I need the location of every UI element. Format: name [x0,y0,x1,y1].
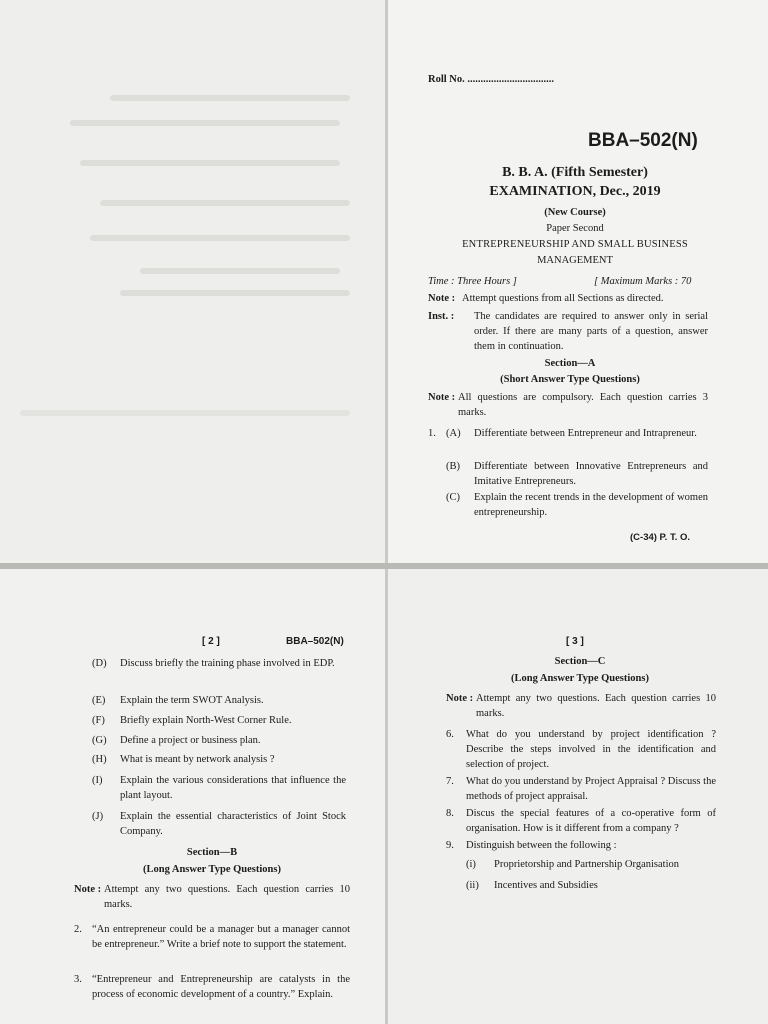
question-8 [446,806,716,836]
question-1h [92,752,346,768]
question-number: 8. [446,808,454,819]
question-1j [92,809,346,839]
question-7 [446,774,716,804]
item-label: (E) [92,695,106,706]
running-code: BBA–502(N) [286,636,344,647]
course-title: B. B. A. (Fifth Semester) [502,165,648,180]
section-a-note-label: Note : [428,392,456,403]
bleed-through-line [100,200,350,206]
question-text: What do you understand by Project Appraisal ? Discuss the methods of project appraisal. [466,776,716,802]
item-text: Incentives and Subsidies [494,880,598,891]
inst-label: Inst. : [428,311,455,322]
question-number-1: 1. [428,428,436,439]
item-text: Explain the term SWOT Analysis. [120,695,264,706]
paper-code: BBA–502(N) [588,130,698,151]
section-c-note-label: Note : [446,693,474,704]
question-9-ii [466,878,716,894]
note-label: Note : [428,293,456,304]
maximum-marks: [ Maximum Marks : 70 [594,276,692,287]
section-c-note-text: Attempt any two questions. Each question carries 10 marks. [476,693,716,719]
item-text: What is meant by network analysis ? [120,754,275,765]
question-3 [74,972,350,1018]
section-a-heading: Section—A [544,358,596,369]
question-1i [92,773,346,803]
question-number: 2. [74,924,82,935]
bleed-through-line [120,290,350,296]
question-1g [92,733,346,749]
item-label: (ii) [466,880,479,891]
bleed-through-line [140,268,340,274]
question-1a [446,426,708,456]
bleed-through-line [70,120,340,126]
section-b-heading: Section—B [186,847,238,858]
general-note [428,291,708,307]
bleed-through-line [90,235,350,241]
item-label: (I) [92,775,103,786]
section-c-note [446,691,716,721]
question-number: 9. [446,840,454,851]
item-text: Define a project or business plan. [120,735,261,746]
question-1c [446,490,708,520]
section-b-type: (Long Answer Type Questions) [143,864,281,875]
question-1f [92,713,346,729]
section-c-heading: Section—C [554,656,606,667]
question-text: Discus the special features of a co-operative form of organisation. How is it different from a company ? [466,808,716,834]
question-text: Distinguish between the following : [466,840,617,851]
item-label: (H) [92,754,107,765]
time-allowed: Time : Three Hours ] [428,276,517,287]
bleed-through-line [110,95,350,101]
page-fold [0,563,768,569]
item-text: Discuss briefly the training phase involved in EDP. [120,658,335,669]
section-b-note [74,882,350,912]
section-a-note-text: All questions are compulsory. Each question carries 3 marks. [458,392,708,418]
question-text: “An entrepreneur could be a manager but a manager cannot be entrepreneur.” Write a brief note to support the statement. [92,924,350,950]
item-label: (B) [446,461,460,472]
exam-title: EXAMINATION, Dec., 2019 [489,184,661,199]
page-number-2: [ 2 ] [202,636,220,647]
question-1e [92,693,346,709]
new-course: (New Course) [544,207,606,218]
item-text: Explain the recent trends in the development of women entrepreneurship. [474,492,708,518]
page-gutter [385,0,388,1024]
roll-no: Roll No. ................................. [428,74,554,85]
paper-number: Paper Second [546,223,604,234]
question-2 [74,922,350,968]
page-number-3: [ 3 ] [566,636,584,647]
bleed-through-line [80,160,340,166]
subject-line-1: ENTREPRENEURSHIP AND SMALL BUSINESS [462,239,688,250]
question-9 [446,838,716,854]
question-number: 3. [74,974,82,985]
item-label: (G) [92,735,107,746]
question-text: “Entrepreneur and Entrepreneurship are catalysts in the process of economic development of a country.” Explain. [92,974,350,1000]
item-label: (i) [466,859,476,870]
section-a-note [428,390,708,420]
question-number: 7. [446,776,454,787]
question-number: 6. [446,729,454,740]
item-label: (A) [446,428,461,439]
item-text: Differentiate between Entrepreneur and Intrapreneur. [474,428,697,439]
item-text: Differentiate between Innovative Entrepreneurs and Imitative Entrepreneurs. [474,461,708,487]
section-a-type: (Short Answer Type Questions) [500,374,640,385]
item-text: Explain the essential characteristics of Joint Stock Company. [120,811,346,837]
item-text: Explain the various considerations that influence the plant layout. [120,775,346,801]
question-text: What do you understand by project identification ? Describe the steps involved in the identification and selection of project. [466,729,716,770]
question-9-i [466,857,716,873]
item-text: Briefly explain North-West Corner Rule. [120,715,292,726]
section-c-type: (Long Answer Type Questions) [511,673,649,684]
item-label: (C) [446,492,460,503]
note-text: Attempt questions from all Sections as directed. [462,293,664,304]
item-text: Proprietorship and Partnership Organisation [494,859,679,870]
inst-text: The candidates are required to answer only in serial order. If there are many parts of a question, answer them in continuation. [474,311,708,352]
question-1b [446,459,708,489]
back-side-page [0,0,386,566]
question-6 [446,727,716,773]
page-footer: (C-34) P. T. O. [630,532,691,543]
question-1d [92,656,346,686]
item-label: (F) [92,715,105,726]
instructions [428,309,708,355]
section-b-note-label: Note : [74,884,102,895]
subject-line-2: MANAGEMENT [537,255,613,266]
item-label: (D) [92,658,107,669]
item-label: (J) [92,811,104,822]
section-b-note-text: Attempt any two questions. Each question carries 10 marks. [104,884,350,910]
bleed-through-line [20,410,350,416]
